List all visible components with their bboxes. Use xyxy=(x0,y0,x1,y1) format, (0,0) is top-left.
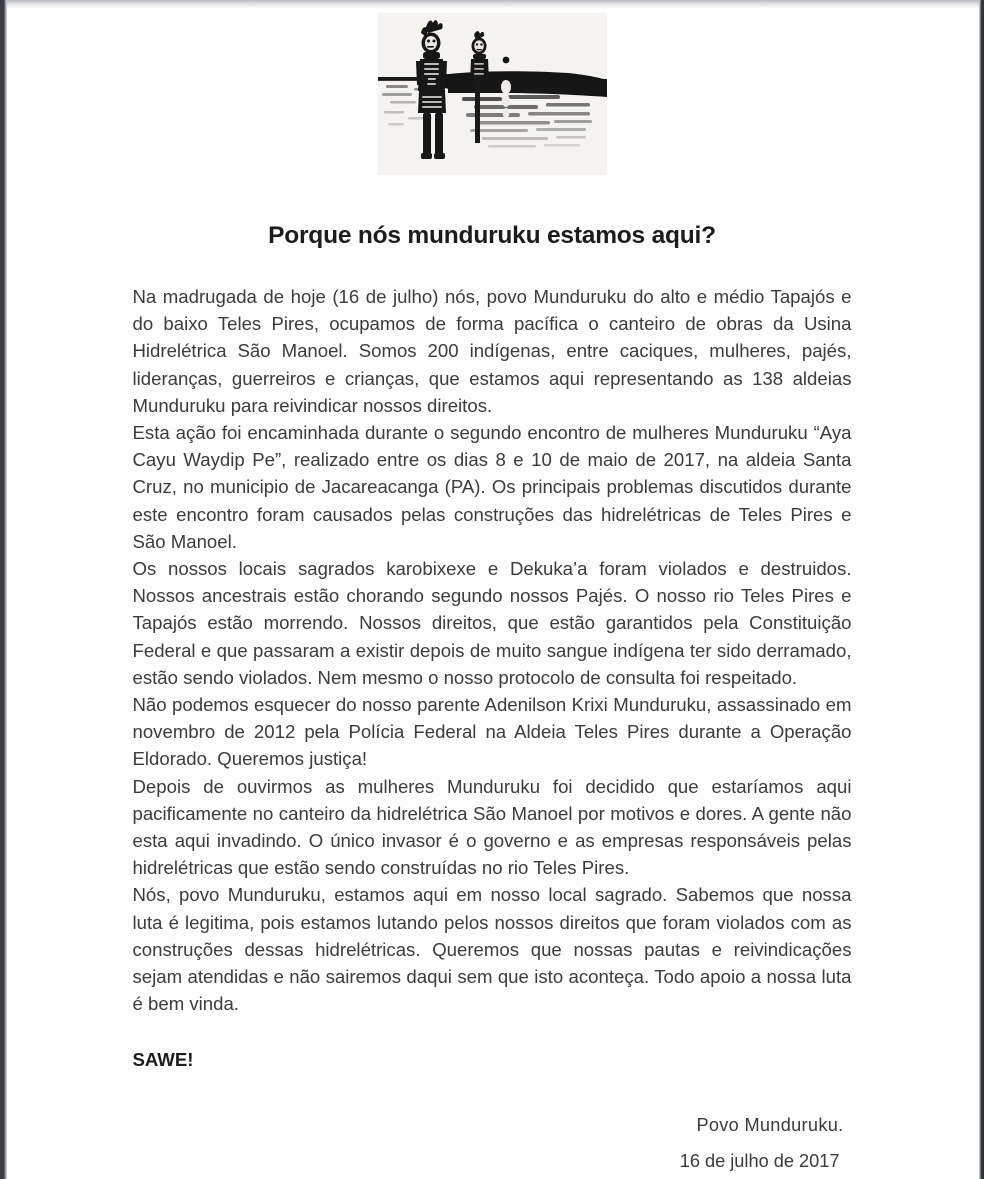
scan-edge-top xyxy=(7,0,979,9)
signature-block xyxy=(133,1074,852,1179)
paragraph-6: Nós, povo Munduruku, estamos aqui em nosso local sagrado. Sabemos que nossa luta é legitima, pois estamos lutando pelos nossos direitos que foram violados com as construções dessas hidrelétricas. Queremos que nossas pautas e reivindicações sejam atendidas e não sairemos daqui sem que isto aconteça. Todo apoio a nossa luta é bem vinda. xyxy=(132,884,852,1015)
document-body xyxy=(133,250,852,1074)
page-title: Porque nós munduruku estamos aqui? xyxy=(268,222,716,249)
masthead xyxy=(0,0,984,175)
paragraph-4: Não podemos esquecer do nosso parente Adenilson Krixi Munduruku, assassinado em novembro de 2012 pela Polícia Federal na Aldeia Teles Pires durante a Operação Eldorado. Queremos justiça! xyxy=(132,694,852,770)
paragraph-1: Na madrugada de hoje (16 de julho) nós, povo Munduruku do alto e médio Tapajós e do baixo Teles Pires, ocupamos de forma pacífica o canteiro de obras da Usina Hidrelétrica São Manoel. Somos 200 indígenas, entre caciques, mulheres, pajés, lideranças, guerreiros e crianças, que estamos aqui representando as 138 aldeias Munduruku para reivindicar nossos direitos. xyxy=(132,286,852,416)
exclamation-sawe: SAWE! xyxy=(132,1049,194,1071)
paragraph-5: Depois de ouvirmos as mulheres Munduruku foi decidido que estaríamos aqui pacificamente no canteiro da hidrelétrica São Manoel por motivos e dores. A gente não esta aqui invadindo. O único invasor é o governo e as empresas responsáveis pelas hidrelétricas que estão sendo construídas no rio Teles Pires. xyxy=(132,775,852,879)
scan-edge-left xyxy=(0,0,7,1179)
signature-date: 16 de julho de 2017 xyxy=(679,1150,840,1171)
paragraph-3: Os nossos locais sagrados karobixexe e Dekuka’a foram violados e destruidos. Nossos ancestrais estão chorando segundo nossos Pajés. O nosso rio Teles Pires e Tapajós estão morrendo. Nossos direitos, que estão garantidos pela Constituição Federal e que passaram a existir depois de muito sangue indígena ter sido derramado, estão sendo violados. Nem mesmo o nosso protocolo de consulta foi respeitado. xyxy=(132,558,852,688)
scan-edge-right xyxy=(979,0,984,1179)
masthead-photo-image xyxy=(378,13,607,175)
signature-author: Povo Munduruku. xyxy=(696,1114,844,1135)
paragraph-2: Esta ação foi encaminhada durante o segundo encontro de mulheres Munduruku “Aya Cayu Waydip Pe”, realizado entre os dias 8 e 10 de maio de 2017, na aldeia Santa Cruz, no municipio de Jacareacanga (PA). Os principais problemas discutidos durante este encontro foram causados pelas construções das hidrelétricas de Teles Pires e São Manoel. xyxy=(132,422,852,552)
